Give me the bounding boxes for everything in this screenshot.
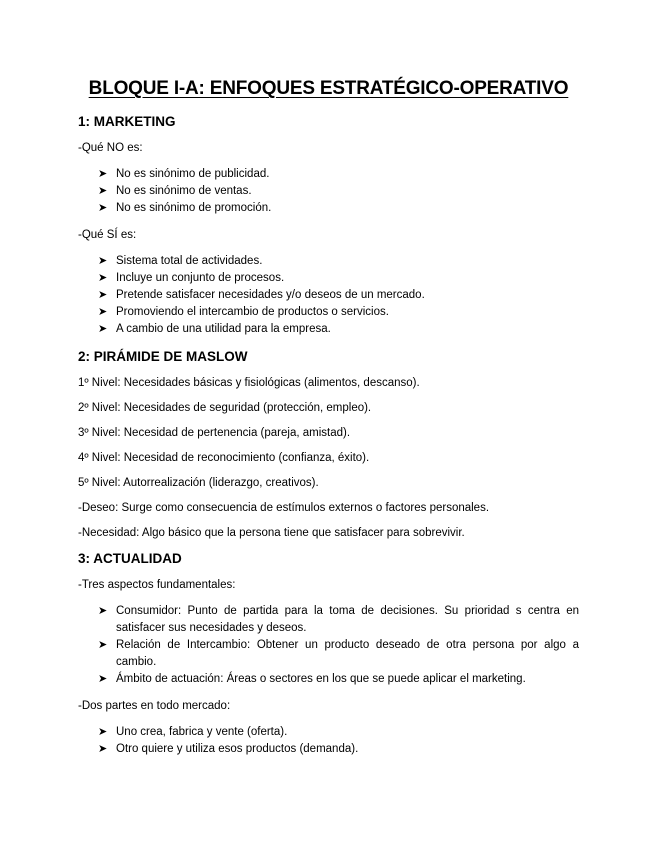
arrowhead-bullet-icon: ➤ <box>98 272 108 284</box>
arrowhead-bullet-icon: ➤ <box>98 605 108 617</box>
arrowhead-bullet-icon: ➤ <box>98 323 108 335</box>
list-item: ➤ Incluye un conjunto de procesos. <box>98 270 579 287</box>
arrowhead-bullet-icon: ➤ <box>98 673 108 685</box>
list-item: ➤ Relación de Intercambio: Obtener un producto deseado de otra persona por algo a cambio. <box>98 639 579 668</box>
maslow-level-4: 4º Nivel: Necesidad de reconocimiento (confianza, éxito). <box>78 452 370 464</box>
list-item: ➤ Promoviendo el intercambio de productos o servicios. <box>98 304 579 321</box>
list-item: ➤ Ámbito de actuación: Áreas o sectores en los que se puede aplicar el marketing. <box>98 671 579 688</box>
list-item: ➤ Pretende satisfacer necesidades y/o deseos de un mercado. <box>98 287 579 304</box>
list-item: ➤ No es sinónimo de promoción. <box>98 200 579 217</box>
deseo-definition: -Deseo: Surge como consecuencia de estímulos externos o factores personales. <box>78 502 490 514</box>
arrowhead-bullet-icon: ➤ <box>98 639 108 651</box>
arrowhead-bullet-icon: ➤ <box>98 725 108 738</box>
que-si-es-list <box>78 253 579 338</box>
document-title: BLOQUE I-A: ENFOQUES ESTRATÉGICO-OPERATIVO <box>88 78 569 99</box>
que-si-es-label: -Qué SÍ es: <box>78 229 137 241</box>
maslow-level-2: 2º Nivel: Necesidades de seguridad (protección, empleo). <box>78 402 372 414</box>
list-item: ➤ A cambio de una utilidad para la empresa. <box>98 321 579 338</box>
partes-list <box>78 724 579 758</box>
arrowhead-bullet-icon: ➤ <box>98 202 108 214</box>
list-item: ➤ Consumidor: Punto de partida para la toma de decisiones. Su prioridad s centra en satisfacer sus necesidades y deseos. <box>98 605 579 634</box>
list-item: ➤ No es sinónimo de publicidad. <box>98 166 579 183</box>
section-heading-maslow: 2: PIRÁMIDE DE MASLOW <box>78 349 248 364</box>
aspectos-label: -Tres aspectos fundamentales: <box>78 579 236 591</box>
arrowhead-bullet-icon: ➤ <box>98 742 108 755</box>
list-item: ➤ Otro quiere y utiliza esos productos (demanda). <box>98 741 579 758</box>
section-heading-marketing: 1: MARKETING <box>78 114 176 129</box>
que-no-es-label: -Qué NO es: <box>78 142 143 154</box>
arrowhead-bullet-icon: ➤ <box>98 255 108 267</box>
list-item: ➤ No es sinónimo de ventas. <box>98 183 579 200</box>
section-heading-actualidad: 3: ACTUALIDAD <box>78 551 182 566</box>
que-no-es-list <box>78 166 579 217</box>
list-item: ➤ Sistema total de actividades. <box>98 253 579 270</box>
arrowhead-bullet-icon: ➤ <box>98 168 108 180</box>
aspectos-list <box>78 603 579 688</box>
partes-label: -Dos partes en todo mercado: <box>78 699 231 712</box>
arrowhead-bullet-icon: ➤ <box>98 306 108 318</box>
necesidad-definition: -Necesidad: Algo básico que la persona tiene que satisfacer para sobrevivir. <box>78 527 465 539</box>
arrowhead-bullet-icon: ➤ <box>98 185 108 197</box>
maslow-level-3: 3º Nivel: Necesidad de pertenencia (pareja, amistad). <box>78 427 351 439</box>
maslow-level-5: 5º Nivel: Autorrealización (liderazgo, creativos). <box>78 477 319 489</box>
arrowhead-bullet-icon: ➤ <box>98 289 108 301</box>
maslow-level-1: 1º Nivel: Necesidades básicas y fisiológicas (alimentos, descanso). <box>78 377 420 389</box>
list-item: ➤ Uno crea, fabrica y vente (oferta). <box>98 724 579 741</box>
